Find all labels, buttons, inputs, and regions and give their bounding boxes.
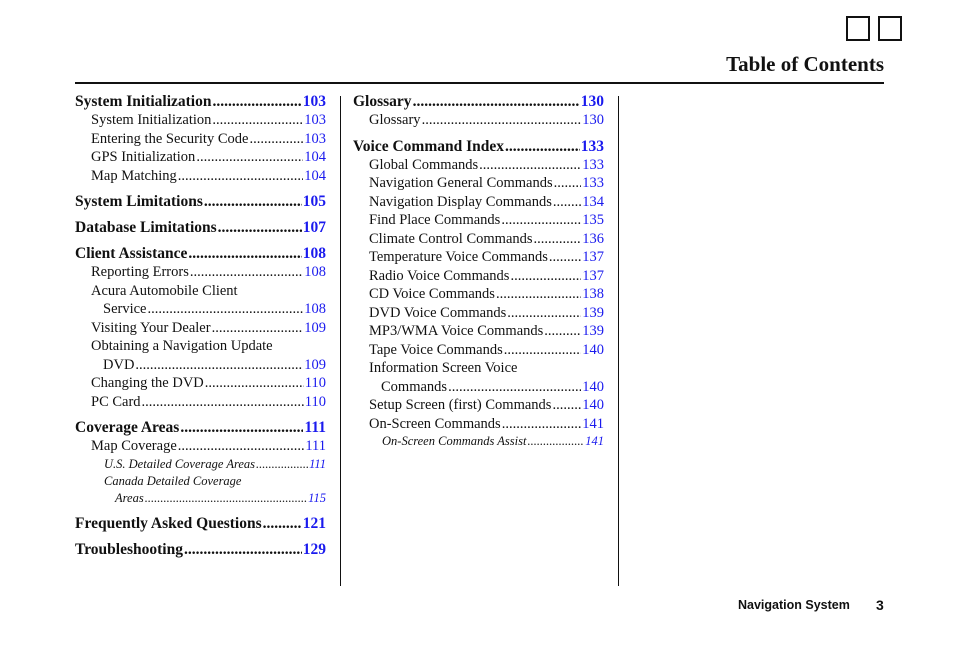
toc-page-link[interactable]: 133 bbox=[582, 156, 604, 173]
toc-page-link[interactable]: 104 bbox=[304, 167, 326, 184]
header-rule bbox=[75, 82, 884, 84]
dot-leader bbox=[527, 433, 584, 450]
toc-page-link[interactable]: 129 bbox=[302, 541, 326, 559]
toc-page-link[interactable]: 139 bbox=[582, 304, 604, 321]
toc-entry-label: On-Screen Commands Assist bbox=[382, 434, 527, 448]
dot-leader bbox=[205, 374, 304, 393]
dot-leader bbox=[479, 156, 581, 175]
dot-leader bbox=[188, 244, 301, 263]
toc-subentry[interactable] bbox=[353, 396, 604, 415]
toc-column-1 bbox=[75, 92, 326, 559]
toc-entry-label: System Initialization bbox=[75, 93, 212, 110]
toc-entry-label: PC Card bbox=[91, 393, 141, 410]
toc-entry-label: On-Screen Commands bbox=[369, 415, 501, 432]
toc-heading-entry[interactable] bbox=[353, 92, 604, 111]
toc-page-link[interactable]: 140 bbox=[582, 397, 604, 413]
toc-entry-label-continued: Commands bbox=[381, 378, 448, 395]
page-title: Table of Contents bbox=[726, 52, 884, 76]
toc-page-link[interactable]: 111 bbox=[304, 419, 326, 436]
dot-leader bbox=[422, 111, 582, 130]
dot-leader bbox=[554, 174, 582, 193]
toc-entry-label: Entering the Security Code bbox=[91, 130, 249, 147]
dot-leader bbox=[218, 218, 302, 237]
dot-leader bbox=[496, 285, 581, 304]
toc-entry-label-continued: Service bbox=[103, 301, 147, 317]
toc-page-link[interactable]: 140 bbox=[582, 378, 604, 395]
toc-entry-label: Information Screen Voice bbox=[369, 360, 518, 376]
toc-page-link[interactable]: 137 bbox=[582, 267, 604, 284]
toc-subentry[interactable] bbox=[353, 211, 604, 230]
toc-subsubentry[interactable] bbox=[75, 473, 326, 508]
toc-entry-label: Setup Screen (first) Commands bbox=[369, 397, 552, 413]
toc-page-link[interactable]: 135 bbox=[582, 212, 604, 228]
toc-page-link[interactable]: 104 bbox=[304, 149, 326, 165]
toc-page-link[interactable]: 109 bbox=[304, 356, 326, 373]
toc-subentry[interactable] bbox=[353, 156, 604, 175]
toc-entry-label: Coverage Areas bbox=[75, 419, 180, 436]
dot-leader bbox=[213, 92, 302, 111]
dot-leader bbox=[552, 396, 581, 415]
dot-leader bbox=[178, 437, 305, 456]
toc-entry-label: Obtaining a Navigation Update bbox=[91, 338, 273, 354]
toc-entry-label: Glossary bbox=[369, 112, 421, 128]
toc-subentry[interactable] bbox=[75, 263, 326, 282]
toc-entry-label: Map Coverage bbox=[91, 438, 177, 454]
header-box-right bbox=[878, 16, 902, 41]
toc-page-link[interactable]: 103 bbox=[304, 130, 326, 147]
dot-leader bbox=[263, 514, 302, 533]
toc-subentry[interactable] bbox=[353, 111, 604, 130]
toc-entry-label: Temperature Voice Commands bbox=[369, 249, 548, 265]
toc-subentry[interactable] bbox=[353, 174, 604, 193]
toc-entry-label: System Initialization bbox=[91, 112, 212, 128]
toc-page-link[interactable]: 115 bbox=[308, 491, 326, 506]
dot-leader bbox=[204, 192, 302, 211]
toc-column-2 bbox=[353, 92, 604, 450]
dot-leader bbox=[256, 456, 308, 473]
toc-page-link[interactable]: 133 bbox=[580, 137, 604, 155]
toc-page-link[interactable]: 109 bbox=[304, 319, 326, 336]
dot-leader bbox=[135, 356, 303, 375]
toc-subentry[interactable] bbox=[75, 437, 326, 456]
toc-page-link[interactable]: 141 bbox=[582, 415, 604, 432]
toc-entry-label: Global Commands bbox=[369, 156, 479, 173]
toc-page-link[interactable]: 105 bbox=[302, 193, 326, 210]
dot-leader bbox=[142, 393, 304, 412]
toc-page-link[interactable]: 103 bbox=[302, 93, 326, 110]
toc-subentry[interactable] bbox=[75, 111, 326, 130]
dot-leader bbox=[502, 415, 582, 434]
toc-subentry[interactable] bbox=[353, 341, 604, 360]
toc-entry-label: MP3/WMA Voice Commands bbox=[369, 323, 544, 339]
column-divider-2 bbox=[618, 96, 619, 586]
toc-subentry[interactable] bbox=[75, 130, 326, 149]
toc-entry-label-continued: Areas bbox=[115, 491, 144, 506]
toc-page-link[interactable]: 121 bbox=[302, 515, 326, 533]
toc-page-link[interactable]: 138 bbox=[582, 286, 604, 302]
toc-entry-label: DVD Voice Commands bbox=[369, 304, 507, 321]
toc-page-link[interactable]: 137 bbox=[582, 249, 604, 265]
toc-entry-label: Database Limitations bbox=[75, 219, 217, 236]
toc-page-link[interactable]: 136 bbox=[582, 230, 604, 247]
toc-entry-label: Visiting Your Dealer bbox=[91, 319, 211, 336]
toc-page-link[interactable]: 133 bbox=[582, 175, 604, 191]
dot-leader bbox=[504, 341, 581, 360]
column-divider-1 bbox=[340, 96, 341, 586]
toc-page-link[interactable]: 111 bbox=[305, 438, 326, 454]
toc-subentry[interactable] bbox=[353, 285, 604, 304]
toc-subentry[interactable] bbox=[353, 322, 604, 341]
toc-page-link[interactable]: 130 bbox=[582, 112, 604, 128]
dot-leader bbox=[147, 300, 303, 319]
dot-leader bbox=[212, 319, 304, 338]
toc-heading-entry[interactable] bbox=[75, 244, 326, 263]
toc-entry-label: Glossary bbox=[353, 93, 412, 110]
toc-entry-label: Reporting Errors bbox=[91, 264, 189, 280]
toc-subentry[interactable] bbox=[75, 282, 326, 319]
toc-entry-label: CD Voice Commands bbox=[369, 286, 495, 302]
toc-subentry[interactable] bbox=[75, 148, 326, 167]
dot-leader bbox=[505, 137, 580, 156]
toc-subentry[interactable] bbox=[353, 415, 604, 434]
toc-entry-label: Voice Command Index bbox=[353, 137, 504, 155]
dot-leader bbox=[448, 378, 581, 397]
toc-page-link[interactable]: 141 bbox=[585, 434, 604, 448]
dot-leader bbox=[190, 263, 303, 282]
toc-entry-label: Find Place Commands bbox=[369, 212, 501, 228]
toc-entry-label: Tape Voice Commands bbox=[369, 341, 503, 358]
toc-page-link[interactable]: 134 bbox=[582, 193, 604, 210]
dot-leader bbox=[507, 304, 581, 323]
dot-leader bbox=[145, 490, 307, 507]
dot-leader bbox=[180, 418, 303, 437]
toc-heading-entry[interactable] bbox=[75, 418, 326, 437]
toc-entry-label: System Limitations bbox=[75, 193, 203, 210]
dot-leader bbox=[501, 211, 581, 230]
toc-subentry[interactable] bbox=[353, 267, 604, 286]
dot-leader bbox=[196, 148, 303, 167]
dot-leader bbox=[413, 92, 580, 111]
toc-page-link[interactable]: 130 bbox=[580, 93, 604, 110]
dot-leader bbox=[553, 193, 581, 212]
toc-page-link[interactable]: 110 bbox=[304, 393, 326, 410]
toc-entry-label: Climate Control Commands bbox=[369, 230, 533, 247]
toc-page-link[interactable]: 103 bbox=[304, 112, 326, 128]
toc-heading-entry[interactable] bbox=[75, 514, 326, 533]
toc-entry-label: GPS Initialization bbox=[91, 149, 196, 165]
toc-page-link[interactable]: 108 bbox=[304, 264, 326, 280]
toc-page-link[interactable]: 111 bbox=[309, 456, 326, 471]
toc-page-link[interactable]: 110 bbox=[304, 375, 326, 391]
toc-entry-label: Client Assistance bbox=[75, 245, 188, 262]
toc-entry-label: U.S. Detailed Coverage Areas bbox=[104, 456, 256, 471]
toc-subentry[interactable] bbox=[75, 319, 326, 338]
toc-subentry[interactable] bbox=[353, 359, 604, 396]
dot-leader bbox=[510, 267, 581, 286]
dot-leader bbox=[549, 248, 581, 267]
toc-page-link[interactable]: 139 bbox=[582, 323, 604, 339]
dot-leader bbox=[249, 130, 303, 149]
toc-subentry[interactable] bbox=[75, 393, 326, 412]
toc-entry-label: Troubleshooting bbox=[75, 541, 183, 559]
toc-entry-label: Navigation General Commands bbox=[369, 175, 553, 191]
toc-entry-label: Map Matching bbox=[91, 167, 177, 184]
dot-leader bbox=[212, 111, 303, 130]
dot-leader bbox=[184, 540, 302, 559]
toc-subentry[interactable] bbox=[75, 167, 326, 186]
toc-subentry[interactable] bbox=[353, 230, 604, 249]
toc-subentry[interactable] bbox=[353, 248, 604, 267]
toc-page-link[interactable]: 107 bbox=[302, 219, 326, 236]
dot-leader bbox=[178, 167, 303, 186]
header-box-left bbox=[846, 16, 870, 41]
toc-entry-label: Frequently Asked Questions bbox=[75, 515, 262, 533]
toc-page-link[interactable]: 140 bbox=[582, 341, 604, 358]
toc-entry-label: Changing the DVD bbox=[91, 375, 204, 391]
dot-leader bbox=[534, 230, 582, 249]
toc-subsubentry[interactable] bbox=[353, 433, 604, 450]
toc-entry-label-continued: DVD bbox=[103, 356, 135, 373]
toc-entry-label: Radio Voice Commands bbox=[369, 267, 510, 284]
toc-entry-label: Navigation Display Commands bbox=[369, 193, 552, 210]
toc-heading-entry[interactable] bbox=[353, 137, 604, 156]
toc-subentry[interactable] bbox=[353, 193, 604, 212]
page-number: 3 bbox=[876, 597, 884, 613]
toc-page-link[interactable]: 108 bbox=[302, 245, 326, 262]
toc-entry-label: Canada Detailed Coverage bbox=[104, 473, 242, 488]
toc-page-link[interactable]: 108 bbox=[304, 301, 326, 317]
toc-subentry[interactable] bbox=[75, 337, 326, 374]
toc-subentry[interactable] bbox=[75, 374, 326, 393]
toc-heading-entry[interactable] bbox=[75, 92, 326, 111]
toc-subentry[interactable] bbox=[353, 304, 604, 323]
footer-label: Navigation System bbox=[738, 598, 850, 612]
toc-heading-entry[interactable] bbox=[75, 218, 326, 237]
toc-subsubentry[interactable] bbox=[75, 456, 326, 473]
toc-heading-entry[interactable] bbox=[75, 192, 326, 211]
dot-leader bbox=[544, 322, 581, 341]
toc-heading-entry[interactable] bbox=[75, 540, 326, 559]
toc-entry-label: Acura Automobile Client bbox=[91, 282, 238, 299]
